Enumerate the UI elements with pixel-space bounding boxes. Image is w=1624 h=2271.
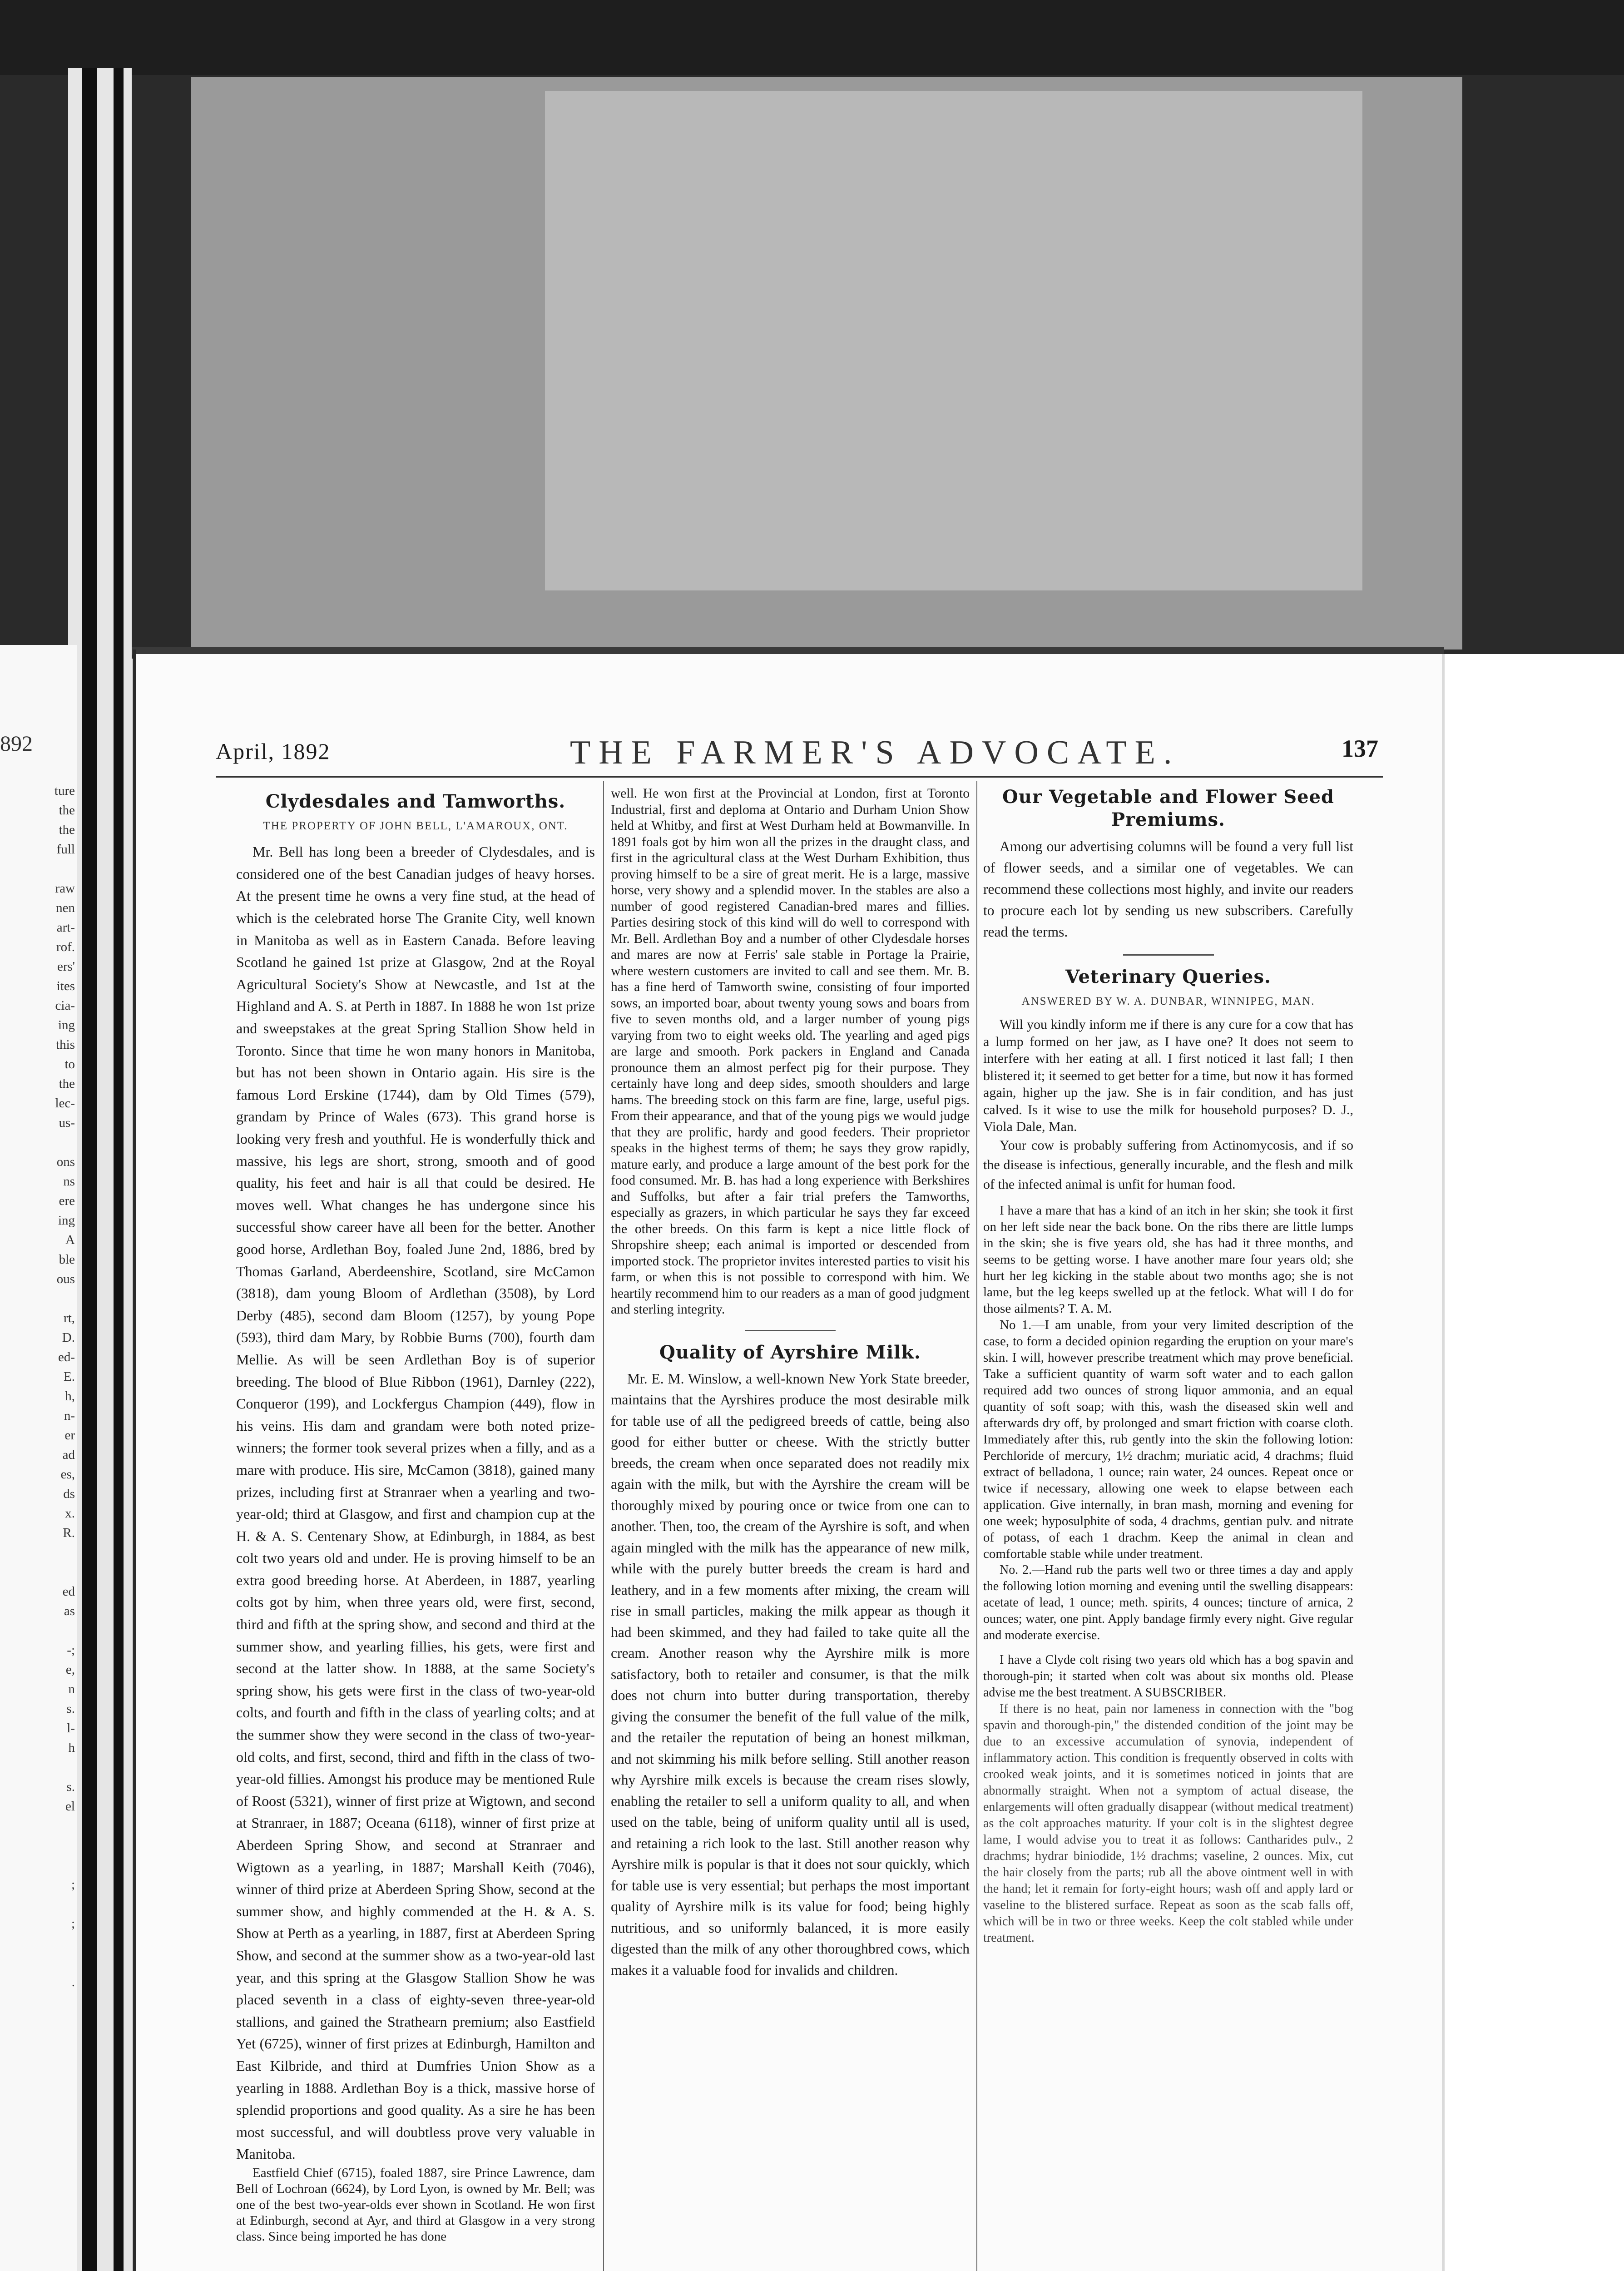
section-divider (1123, 954, 1214, 956)
left-page-line: full (56, 842, 75, 857)
left-page-line: as (64, 1604, 75, 1618)
left-page-line (0, 1758, 75, 1777)
article-heading-clydesdales: Clydesdales and Tamworths. (265, 791, 566, 812)
left-page-line: us- (59, 1116, 75, 1130)
article-paragraph: Among our advertising columns will be found a very full list of flower seeds, and a similar one of vegetables. We can recommend these collections most highly, and invite our readers to procure each lot by sending us new subscribers. Carefully read the terms. (983, 838, 1353, 940)
left-page-line: s. (66, 1780, 75, 1794)
column-2 (611, 786, 970, 1981)
left-page-line: E. (64, 1369, 75, 1384)
left-page-line: ed- (58, 1350, 75, 1364)
left-page-line: l- (67, 1721, 75, 1735)
column-rule-1 (603, 781, 604, 2271)
page-fold (133, 650, 136, 2271)
left-page-line (0, 1133, 75, 1152)
left-page-line (0, 1953, 75, 1973)
left-page-fragment (0, 645, 77, 2271)
left-page-line: lec- (55, 1096, 75, 1111)
left-page-line (0, 1992, 75, 2012)
left-page-line (0, 1562, 75, 1582)
left-page-line (0, 2051, 75, 2070)
article-byline: ANSWERED BY W. A. DUNBAR, WINNIPEG, MAN. (1021, 995, 1315, 1007)
left-page-line: art- (56, 920, 75, 935)
column-3 (983, 786, 1353, 1946)
answer-paragraph: Your cow is probably suffering from Actinomycosis, and if so the disease is infectious, generally incurable, and the flesh and milk of the infected animal is unfit for human food. (983, 1137, 1353, 1192)
left-page-line: ds (63, 1487, 75, 1501)
left-page-line: n (68, 1682, 75, 1696)
left-page-line: ites (56, 979, 75, 993)
left-page-line: h, (65, 1389, 75, 1403)
article-heading-veterinary: Veterinary Queries. (1065, 966, 1271, 987)
left-page-line: e, (65, 1662, 75, 1677)
header-rule (216, 776, 1383, 778)
article-heading-seed-premiums: Our Vegetable and Flower Seed Premiums. (1002, 786, 1334, 830)
left-page-line: rof. (56, 940, 75, 954)
left-page-line (0, 1543, 75, 1562)
gutter-line-2 (114, 68, 124, 2271)
left-page-line (0, 1934, 75, 1953)
left-page-line: n- (64, 1408, 75, 1423)
left-page-line (0, 2012, 75, 2031)
section-divider (745, 1330, 836, 1331)
left-page-line: to (64, 1057, 75, 1071)
article-heading-ayrshire: Quality of Ayrshire Milk. (659, 1341, 921, 1363)
page-header (216, 734, 1378, 770)
left-page-line: ; (71, 1877, 75, 1892)
spacer (983, 1194, 1353, 1202)
left-page-line: ing (58, 1018, 75, 1032)
answer-paragraph: No 1.—I am unable, from your very limited description of the case, to form a decided opinion regarding the eruption on your mare's skin. I will, however prescribe treatment which may prove beneficial. Take a sufficient quantity of warm soft water and to each gallon required add two ounces of strong liquor ammonia, and an equal quantity of soft soap; with this, wash the diseased skin well and afterwards dry off, by prolonged and smart friction with coarse cloth. Immediately after this, rub gently into the skin the following lotion: Perchloride of mercury, 1½ drachm; muriatic acid, 4 drachms; fluid extract of belladona, 1 ounce; rain water, 24 ounces. Repeat once or twice if necessary, allowing one week to elapse between each application. Give internally, in bran mash, morning and evening for one week; hyposulphite of soda, 4 drachms, gentian pulv. and nitrate of potass, of each 1 drachm. Keep the animal in clean and comfortable stable while under treatment. (983, 1317, 1353, 1561)
left-page-line: the (59, 803, 75, 818)
left-page-line (0, 2031, 75, 2051)
left-page-line: ns (63, 1174, 75, 1189)
left-page-lines (0, 781, 75, 2070)
left-page-line (0, 1894, 75, 1914)
left-page-line: ; (71, 1916, 75, 1931)
left-page-line: the (59, 823, 75, 837)
query-paragraph: I have a Clyde colt rising two years old which has a bog spavin and thorough-pin; it started when colt was about six months old. Please advise me the best treatment. A SUBSCRIBER. (983, 1652, 1353, 1700)
article-paragraph: Eastfield Chief (6715), foaled 1887, sire Prince Lawrence, dam Bell of Lochroan (6624), by Lord Lyon, is owned by Mr. Bell; was one of the best two-year-olds ever shown in Scotland. He won first at Edinburgh, second at Ayr, and third at Glasgow in a very strong class. Since being imported he has done (236, 2165, 595, 2244)
left-page-line: the (59, 1076, 75, 1091)
left-page-line (0, 1289, 75, 1309)
newspaper-page (136, 654, 1442, 2271)
left-page-line: ed (62, 1584, 75, 1599)
left-page-line: es, (60, 1467, 75, 1482)
left-page-line: ing (58, 1213, 75, 1228)
scan-band-top (0, 0, 1624, 75)
masthead: THE FARMER'S ADVOCATE. (570, 734, 1180, 771)
article-byline: THE PROPERTY OF JOHN BELL, L'AMAROUX, ONT. (263, 820, 568, 832)
page-number: 137 (1342, 735, 1378, 762)
left-page-header: 892 (0, 732, 33, 756)
article-paragraph: well. He won first at the Provincial at London, first at Toronto Industrial, first and deploma at Ontario and Durham Union Show held at Whitby, and first at West Durham held at Bowmanville. In 1891 foals got by him won all the prizes in the draught class, and first in the agricultural class at the West Durham Exhibition, thus proving himself to be a sire of great merit. He is a large, massive horse, very showy and a splendid mover. In the stables are also a number of good registered Canadian-bred mares and fillies. Parties desiring stock of this kind will do well to correspond with Mr. Bell. Ardlethan Boy and a number of other Clydesdale horses and mares are now at Ferris' sale stable in Portage la Prairie, where western customers are invited to call and see them. Mr. B. has a fine herd of Tamworth swine, consisting of four imported sows, an imported boar, about twenty young sows and boars from five to seven months old, and a larger number of young pigs varying from two to eight weeks old. The yearling and aged pigs are large and smooth. Pork packers in England and Canada pronounce them an almost perfect pig for their purpose. They certainly have long and deep sides, smooth shoulders and large hams. The breeding stock on this farm are fine, large, useful pigs. From their appearance, and that of the young pigs we would judge that they are prolific, hardy and good feeders. Their proprietor speaks in the highest terms of them; he says they grow rapidly, mature early, and produce a large amount of the best pork for the food consumed. Mr. B. has had a long experience with Berkshires and Suffolks, but after a fair trial prefers the Tamworths, especially as grazers, in which particular he says they far exceed the other breeds. On this farm is kept a nice little flock of Shropshire sheep; each animal is imported or descended from imported stock. The proprietor invites interested parties to visit his farm, or when this is not possible to correspond with him. We heartily recommend him to our readers as a man of good judgment and sterling integrity. (611, 786, 970, 1317)
left-page-line: cia- (55, 998, 75, 1013)
left-page-line (0, 1855, 75, 1875)
query-paragraph: I have a mare that has a kind of an itch in her skin; she took it first on her left side near the back bone. On the ribs there are little lumps in the skin; she is five years old, she has had it three months, and seems to be getting worse. I have another mare four years old; she hurt her leg kicking in the stable about two months ago; she is not lame, but the leg keeps swelled up at the fetlock. What will I do for those ailments? T. A. M. (983, 1203, 1353, 1316)
left-page-line: s. (66, 1701, 75, 1716)
gutter-line-1 (82, 68, 97, 2271)
left-page-line (0, 1836, 75, 1855)
left-page-line: ons (56, 1155, 75, 1169)
left-page-line: ere (59, 1194, 75, 1208)
left-page-line (0, 1816, 75, 1836)
left-page-line: this (56, 1037, 75, 1052)
left-page-line: D. (62, 1330, 75, 1345)
issue-date: April, 1892 (216, 739, 331, 764)
page-top-shadow (132, 647, 1444, 655)
left-page-line: raw (55, 881, 75, 896)
left-page-line: el (65, 1799, 75, 1814)
spacer (983, 1644, 1353, 1652)
left-page-line: R. (63, 1526, 75, 1540)
left-page-line: ble (59, 1252, 75, 1267)
left-page-line: -; (67, 1643, 75, 1657)
left-page-line: ers' (57, 959, 75, 974)
query-paragraph: Will you kindly inform me if there is any cure for a cow that has a lump formed on her jaw, as I have one? It does not seem to interfere with her eating at all. I first noticed it last fall; I then blistered it; it seemed to get better for a time, but now it has formed again, higher up the jaw. She is in fair condition, and has just calved. Is it wise to use the milk for household purposes? D. J., Viola Dale, Man. (983, 1017, 1353, 1135)
scan-highlight-top (545, 91, 1362, 590)
scan-right-edge (1444, 654, 1624, 2271)
answer-paragraph: No. 2.—Hand rub the parts well two or three times a day and apply the following lotion morning and evening until the swelling disappears: acetate of lead, 1 ounce; meth. spirits, 4 ounces; tincture of arnica, 2 ounces; water, one pint. Apply bandage firmly every night. Give regular and moderate exercise. (983, 1562, 1353, 1642)
article-paragraph: Mr. E. M. Winslow, a well-known New York State breeder, maintains that the Ayrshires produce the most desirable milk for table use of all the pedigreed breeds of cattle, being also good for either butter or cheese. With the strictly butter breeds, the cream when once separated does not readily mix again with the milk, but with the Ayrshire the cream will be thoroughly mixed by pouring once or twice from one can to another. Then, too, the cream of the Ayrshire is soft, and when again mingled with the milk has the appearance of new milk, while with the purely butter breeds the cream is hard and leathery, and in a few moments after mixing, the cream will rise in small particles, making the milk appear as though it had been skimmed, and they had failed to take quite all the cream. Another reason why the Ayrshire milk is more satisfactory, both to retailer and consumer, is that the milk does not churn into butter during transportation, thereby giving the consumer the benefit of the full value of the milk, and the retailer the reputation of being an honest milkman, and not skimming his milk before selling. Still another reason why Ayrshire milk excels is because the cream rises slowly, enabling the retailer to sell a uniform quality to all, and when used on the table, being of uniform quality until all is used, and retaining a rich look to the last. Still another reason why Ayrshire milk is popular is that it does not sour quickly, which for table use is very essential; but perhaps the most important quality of Ayrshire milk is its value for food; being highly nutritious, and so uniformly balanced, it is more easily digested than the milk of any other thoroughbred cows, which makes it a valuable food for invalids and children. (611, 1370, 970, 1978)
left-page-line: h (68, 1740, 75, 1755)
column-rule-2 (976, 781, 977, 2271)
left-page-line: . (71, 1975, 75, 1989)
left-page-line: er (64, 1428, 75, 1443)
left-page-line: nen (56, 901, 75, 915)
left-page-line: A (65, 1233, 75, 1247)
left-page-line: x. (65, 1506, 75, 1521)
left-page-line: ous (56, 1272, 75, 1286)
left-page-line (0, 1621, 75, 1641)
column-1 (236, 786, 595, 2245)
left-page-line: ture (54, 783, 75, 798)
article-paragraph: Mr. Bell has long been a breeder of Clydesdales, and is considered one of the best Canadian judges of heavy horses. At the present time he owns a very fine stud, at the head of which is the celebrated horse The Granite City, well known in Manitoba as well as in Eastern Canada. Before leaving Scotland he gained 1st prize at Glasgow, 2nd at the Royal Agricultural Society's Show at Newcastle, and 1st at the Highland and A. S. at Perth in 1887. In 1888 he won 1st prize and sweepstakes at the great Spring Stallion Show held in Toronto. Since that time he won many honors in Manitoba, but has not been shown in Ontario again. His sire is the famous Lord Erskine (1744), dam by Old Times (579), grandam by Prince of Wales (673). This grand horse is looking very fresh and youthful. He is wonderfully thick and massive, his legs are short, strong, smooth and of good quality, his feet and hair is all that could be desired. He moves well. What changes he has undergone since his successful show career have all been for the better. Another good horse, Ardlethan Boy, foaled June 2nd, 1886, bred by Thomas Garland, Aberdeenshire, Scotland, sire McCamon (3818), dam young Bloom of Ardlethan (3508), by Lord Derby (485), second dam Bloom (1257), by young Pope (593), third dam Mary, by Robbie Burns (700), fourth dam Mellie. As will be seen Ardlethan Boy is of superior breeding. The blood of Blue Ribbon (1961), Darnley (222), Conqueror (199), and Lockfergus Champion (449), flow in his veins. His dam and grandam were both noted prize-winners; the former took several prizes when a filly, and as a mare with produce. His sire, McCamon (3818), gained many prizes, including first at Stranraer when a yearling and two-year-old; third at Glasgow, and first and champion cup at the H. & A. S. Centenary Show, at Edinburgh, in 1884, as best colt two years old and under. He is proving himself to be an extra good breeding horse. At Aberdeen, in 1887, yearling colts got by him, when three years old, were first, second, third and fifth at the spring show, and second and third at the summer show, and yearling fillies, his gets, were first and second at the latter show. In 1888, at the same Society's spring show, his gets were first in the class of two-year-old colts, and fourth and fifth in the class of yearling colts; and at the summer show they were second in the class of two-year-old colts, and first, second, third and fifth in the class of two-year-old fillies. Amongst his produce may be mentioned Rule of Roost (5321), winner of first prize at Wigtown, and second at Stranraer, in 1887; Oceana (6118), winner of first prize at Aberdeen Spring Show, and second at Stranraer and Wigtown as a yearling, in 1887; Marshall Keith (7046), winner of third prize at Aberdeen Spring Show, second at the summer show, and highly commended at the H. & A. S. Show at Perth as a yearling, in 1887, first at Aberdeen Spring Show, and second at the summer show as a two-year-old last year, and this spring at the Glasgow Stallion Show he was placed seventh in a class of eighty-seven three-year-old stallions, and gained the Strathearn premium; also Eastfield Yet (6725), winner of first prizes at Edinburgh, Hamilton and East Kilbride, and third at Dumfries Union Show as a yearling in 1888. Ardlethan Boy is a thick, massive horse of splendid proportions and good quality. As a sire he has been most successful, and will doubtless prove very valuable in Manitoba. (236, 843, 595, 2162)
answer-paragraph: If there is no heat, pain nor lameness in connection with the "bog spavin and thorough-pin," the distended condition of the joint may be due to an excessive accumulation of synovia, independent of inflammatory action. This condition is frequently observed in colts with crooked weak joints, and it is sometimes noticed in joints that are abnormally straight. When not a symptom of actual disease, the enlargements will often gradually disappear (without medical treatment) as the colt approaches maturity. If your colt is in the slightest degree lame, I would advise you to treat it as follows: Cantharides pulv., 2 drachms; hydrar biniodide, 1½ drachms; vaseline, 2 ounces. Mix, cut the hair closely from the parts; rub all the above ointment well in with the hand; let it remain for forty-eight hours; wash off and apply lard or vaseline to the blistered surface. Repeat as soon as the scab falls off, which will be in two or three weeks. Keep the colt stabled while under treatment. (983, 1701, 1353, 1945)
left-page-line: ad (62, 1448, 75, 1462)
left-page-line (0, 859, 75, 879)
left-page-line: rt, (64, 1311, 75, 1325)
